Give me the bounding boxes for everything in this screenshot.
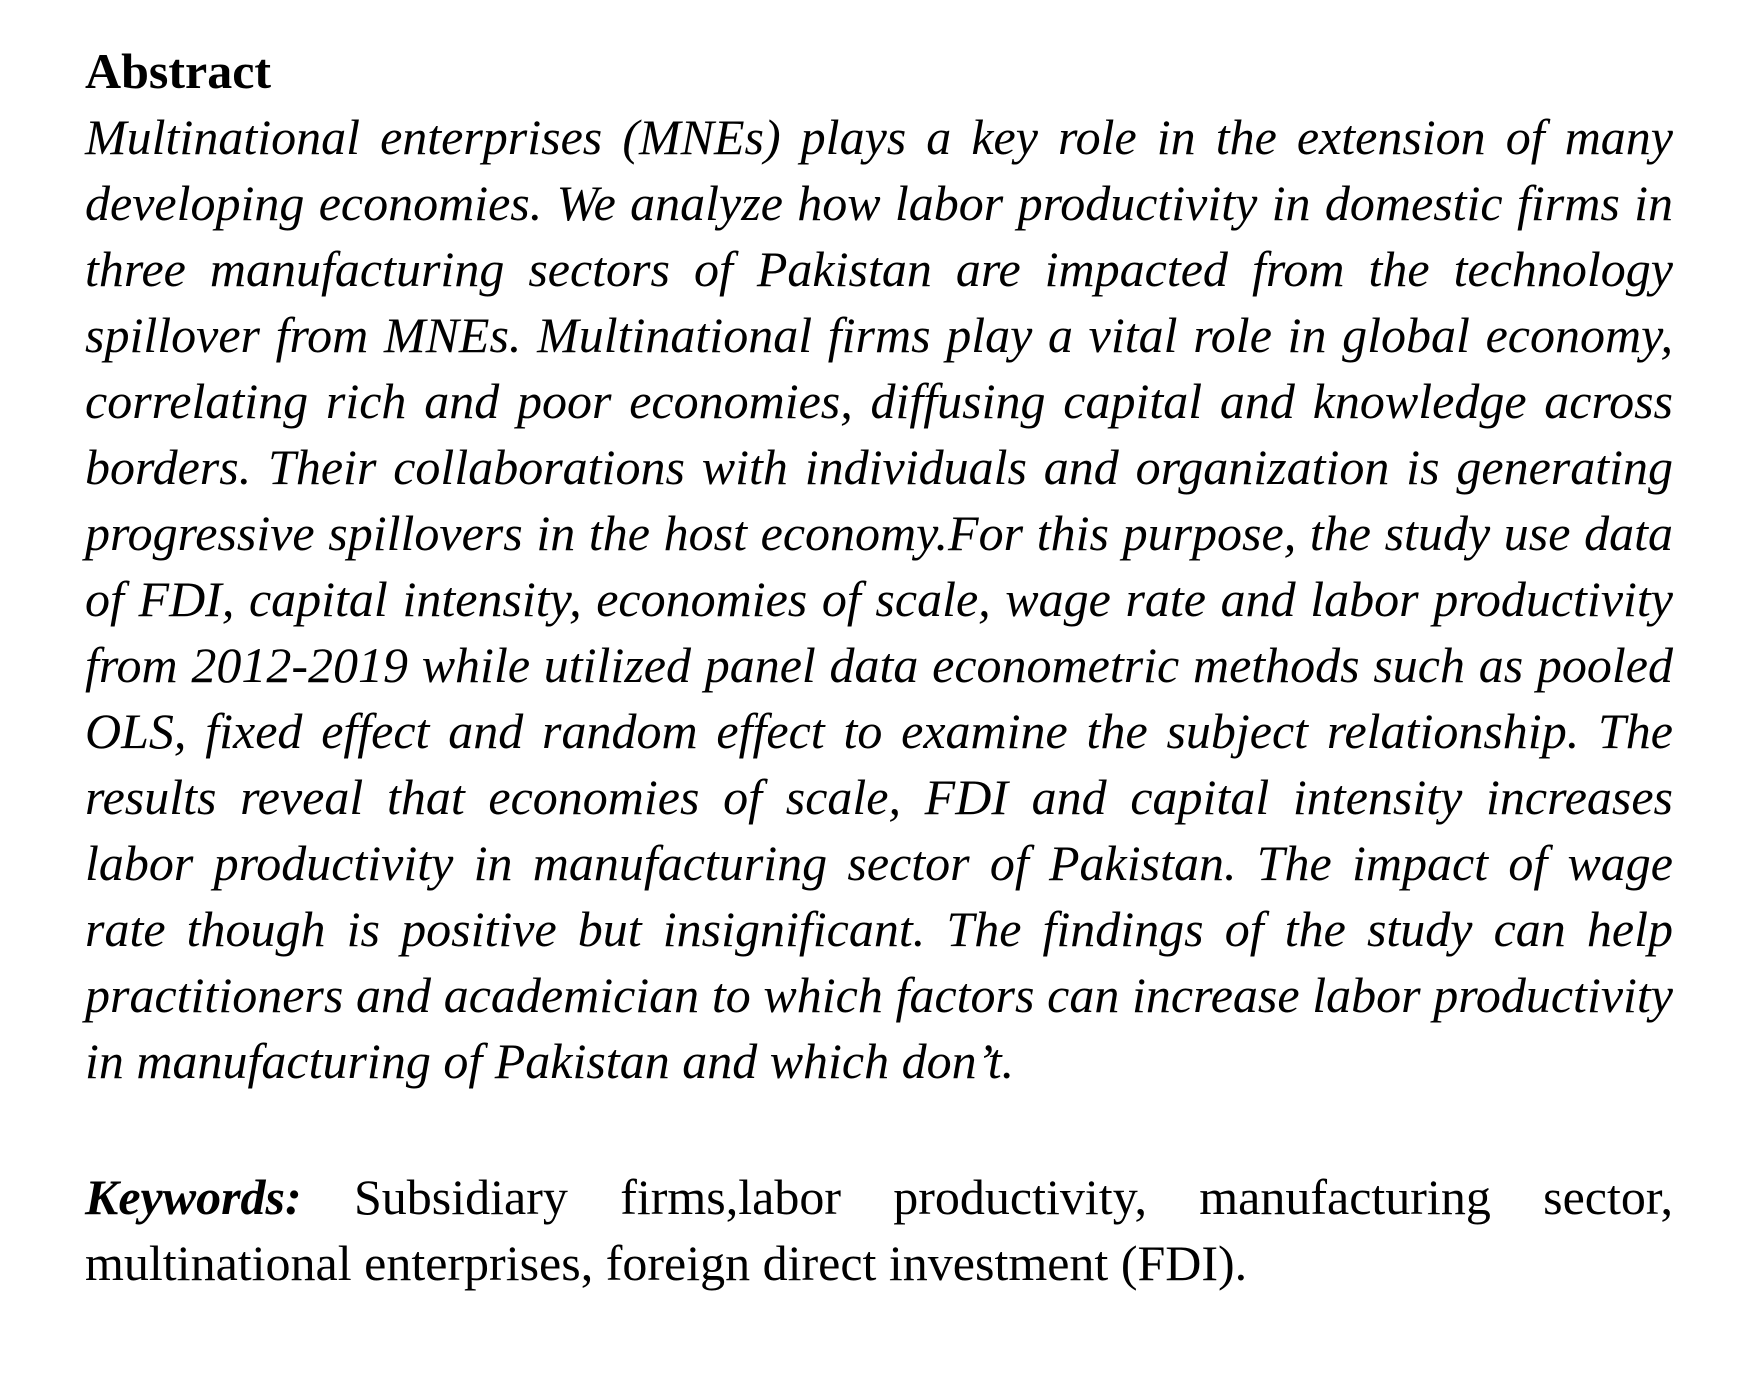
abstract-heading: Abstract [85,43,272,99]
keywords-label: Keywords: [85,1169,302,1225]
abstract-paragraph: Multinational enterprises (MNEs) plays a key role in the extension of many developing economies. We analyze how labor productivity in domestic firms in three manufacturing sectors of Pakistan are impacted from the technology spillover from MNEs. Multinational firms play a vital role in global economy, correlating rich and poor economies, diffusing capital and knowledge across borders. Their collaborations with individuals and organization is generating progressive spillovers in the host economy.For this purpose, the study use data of FDI, capital intensity, economies of scale, wage rate and labor productivity from 2012-2019 while utilized panel data econometric methods such as pooled OLS, fixed effect and random effect to examine the subject relationship. The results reveal that economies of scale, FDI and capital intensity increases labor productivity in manufacturing sector of Pakistan. The impact of wage rate though is positive but insignificant. The findings of the study can help practitioners and academician to which factors can increase labor productivity in manufacturing of Pakistan and which don’t. [85,109,1673,1089]
keywords-text: Subsidiary firms,labor productivity, manufacturing sector, multinational enterprises, foreign direct investment (FDI). [85,1169,1674,1291]
keywords-paragraph [85,1164,1673,1296]
